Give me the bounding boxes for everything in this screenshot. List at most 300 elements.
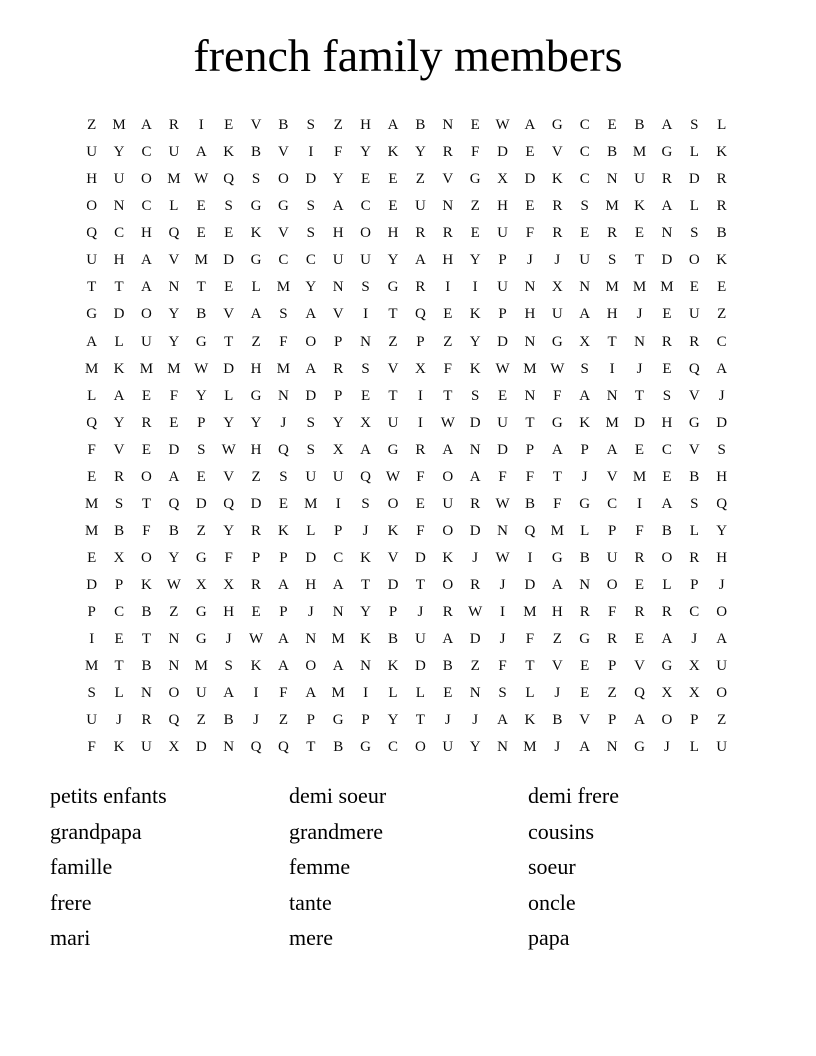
grid-letter: M [605,198,619,215]
grid-letter: U [414,198,426,215]
grid-letter: V [688,441,700,458]
grid-letter: W [550,360,565,377]
grid-letter: Z [333,117,343,134]
grid-letter: A [168,468,180,485]
grid-letter: Q [86,225,98,242]
grid-letter: V [223,306,235,323]
grid-letter: E [169,414,179,431]
grid-letter: F [498,658,507,675]
grid-letter: J [362,522,369,539]
grid-letter: E [251,604,261,621]
grid-letter: A [332,658,344,675]
grid-letter: L [388,685,398,702]
grid-letter: A [579,739,591,756]
grid-letter: U [332,468,344,485]
grid-letter: M [85,360,99,377]
puzzle-title: french family members [193,30,623,81]
grid-letter: X [661,685,673,702]
grid-letter: E [278,495,289,512]
grid-letter: X [688,658,700,675]
grid-letter: O [141,171,152,188]
grid-letter: T [607,333,617,350]
grid-letter: I [417,414,423,431]
word-list-item: petits enfants [50,783,167,808]
grid-letter: L [114,685,124,702]
grid-letter: Q [414,306,426,323]
grid-letter: Y [223,414,235,431]
grid-letter: V [168,252,180,269]
grid-letter: E [525,144,535,161]
grid-letter: D [387,577,399,594]
grid-letter: E [662,360,672,377]
grid-letter: F [87,739,96,756]
grid-letter: Z [443,333,453,350]
grid-letter: M [85,522,99,539]
grid-letter: D [497,144,508,161]
grid-letter: L [224,387,234,404]
grid-letter: B [141,658,152,675]
grid-letter: C [387,739,398,756]
grid-letter: U [86,712,98,729]
grid-letter: V [551,658,563,675]
grid-letter: D [469,414,481,431]
grid-letter: N [634,333,645,350]
grid-letter: K [387,144,399,161]
grid-letter: T [306,739,316,756]
grid-letter: T [525,414,535,431]
grid-letter: M [167,171,181,188]
grid-letter: J [499,631,506,648]
grid-letter: H [305,577,317,594]
grid-letter: E [580,685,590,702]
grid-letter: Z [388,333,398,350]
grid-letter: M [276,360,291,377]
grid-letter: A [305,306,317,323]
grid-letter: H [716,468,728,485]
grid-letter: N [360,333,372,350]
grid-letter: K [469,360,481,377]
grid-letter: K [113,360,125,377]
grid-letter: C [661,441,672,458]
grid-letter: C [114,604,125,621]
grid-letter: F [87,441,96,458]
grid-letter: A [579,387,591,404]
grid-letter: A [524,117,536,134]
grid-letter: K [524,712,536,729]
word-list-item: soeur [528,854,576,880]
grid-letter: C [278,252,289,269]
grid-letter: X [414,360,426,377]
grid-letter: I [335,495,341,512]
grid-letter: Q [688,360,700,377]
grid-letter: F [416,468,425,485]
grid-letter: E [689,279,699,296]
grid-letter: J [472,712,479,729]
grid-letter: G [195,604,207,621]
grid-letter: U [141,739,152,756]
grid-letter: Y [305,279,317,296]
grid-letter: R [442,604,453,621]
grid-letter: U [195,685,207,702]
grid-letter: Z [87,117,97,134]
grid-letter: S [607,252,617,269]
grid-letter: Z [717,306,727,323]
grid-letter: E [662,306,672,323]
grid-letter: I [500,604,506,621]
grid-letter: A [141,279,152,296]
grid-letter: F [279,333,288,350]
grid-letter: K [141,577,152,594]
grid-letter: Y [469,333,481,350]
grid-letter: V [606,468,618,485]
grid-letter: N [606,387,618,404]
grid-letter: F [169,387,179,404]
grid-letter: T [388,387,398,404]
grid-letter: H [661,414,673,431]
grid-letter: S [306,198,315,215]
grid-letter: B [114,522,125,539]
grid-letter: S [470,387,480,404]
grid-letter: U [414,631,426,648]
grid-letter: S [306,441,315,458]
grid-letter: W [495,495,510,512]
grid-letter: N [360,658,372,675]
grid-letter: N [442,198,454,215]
grid-letter: E [443,306,453,323]
grid-letter: K [250,225,262,242]
grid-letter: Q [168,225,180,242]
grid-letter: H [141,225,152,242]
grid-letter: P [114,577,124,594]
grid-letter: H [524,306,536,323]
grid-letter: A [250,306,262,323]
grid-letter: K [278,522,289,539]
grid-letter: T [415,712,425,729]
grid-letter: M [331,685,345,702]
grid-letter: Y [387,252,399,269]
grid-letter: A [551,577,563,594]
grid-letter: A [360,441,372,458]
grid-letter: O [387,495,399,512]
grid-letter: E [470,117,480,134]
grid-letter: S [580,198,589,215]
grid-letter: A [387,117,399,134]
grid-letter: P [416,333,425,350]
grid-letter: R [634,550,645,567]
grid-letter: G [387,279,399,296]
grid-letter: X [195,577,207,594]
grid-letter: Z [470,658,480,675]
grid-letter: L [689,144,699,161]
grid-letter: Y [332,171,344,188]
grid-letter: B [387,631,398,648]
grid-letter: Q [223,495,235,512]
grid-letter: M [523,604,537,621]
grid-letter: Q [634,685,645,702]
grid-letter: O [141,306,152,323]
grid-letter: G [360,739,372,756]
grid-letter: A [332,577,344,594]
grid-letter: R [716,171,727,188]
grid-letter: A [661,198,673,215]
grid-letter: K [634,198,645,215]
grid-letter: J [225,631,232,648]
grid-letter: X [497,171,508,188]
grid-letter: E [662,468,672,485]
grid-letter: X [551,279,563,296]
grid-letter: T [141,495,152,512]
grid-letter: D [634,414,645,431]
grid-letter: C [141,198,152,215]
grid-letter: R [552,198,563,215]
grid-letter: V [278,225,289,242]
grid-letter: Z [607,685,617,702]
grid-letter: Y [716,522,728,539]
grid-letter: P [279,604,288,621]
grid-letter: R [470,577,481,594]
grid-letter: A [305,685,317,702]
grid-letter: K [469,306,481,323]
grid-letter: N [579,279,591,296]
grid-letter: R [634,604,645,621]
grid-letter: R [470,495,481,512]
grid-letter: I [308,144,314,161]
grid-letter: P [607,712,617,729]
grid-letter: R [689,550,700,567]
grid-letter: S [224,658,233,675]
grid-letter: A [661,495,673,512]
grid-letter: I [89,631,95,648]
grid-letter: O [716,604,728,621]
grid-letter: A [442,631,454,648]
grid-letter: E [224,117,234,134]
grid-letter: P [498,306,507,323]
word-list-item: grandmere [289,818,384,844]
grid-letter: G [579,495,591,512]
grid-letter: J [499,577,506,594]
grid-letter: O [661,550,673,567]
grid-letter: S [306,117,315,134]
grid-letter: Y [469,739,481,756]
grid-letter: A [497,712,508,729]
grid-letter: N [524,387,536,404]
grid-letter: E [388,198,398,215]
word-list-column [50,778,289,956]
grid-letter: Q [360,468,372,485]
grid-letter: C [716,333,727,350]
grid-letter: P [607,522,617,539]
grid-letter: J [280,414,287,431]
grid-letter: P [306,712,315,729]
grid-letter: M [112,117,126,134]
grid-letter: A [141,117,152,134]
grid-letter: D [113,306,125,323]
grid-letter: U [86,252,98,269]
grid-letter: M [276,279,291,296]
grid-letter: B [579,550,590,567]
grid-letter: P [690,577,699,594]
grid-letter: D [469,631,481,648]
grid-letter: M [523,360,537,377]
grid-letter: A [469,468,481,485]
word-list-column [289,778,528,956]
grid-letter: B [661,522,672,539]
grid-letter: E [607,117,617,134]
grid-letter: A [442,441,454,458]
grid-letter: G [551,333,563,350]
grid-letter: W [166,577,181,594]
grid-letter: Z [470,198,480,215]
grid-letter: B [278,117,289,134]
grid-letter: I [363,685,369,702]
grid-letter: X [688,685,700,702]
grid-letter: S [361,279,370,296]
grid-letter: D [414,550,426,567]
grid-letter: U [86,144,98,161]
grid-letter: C [579,144,590,161]
grid-letter: T [525,658,535,675]
grid-letter: E [580,658,590,675]
word-list-item: frere [50,889,92,915]
grid-letter: Z [717,712,727,729]
grid-letter: D [497,441,508,458]
grid-letter: I [417,387,423,404]
grid-letter: J [444,712,451,729]
grid-letter: Q [168,712,180,729]
grid-letter: L [689,739,699,756]
grid-letter: A [305,360,317,377]
grid-letter: F [498,468,507,485]
grid-letter: B [168,522,179,539]
grid-letter: I [472,279,478,296]
grid-letter: C [141,144,152,161]
grid-letter: Z [196,522,206,539]
grid-letter: W [495,550,510,567]
grid-letter: W [440,414,455,431]
grid-letter: V [250,117,262,134]
grid-letter: J [636,306,643,323]
grid-letter: R [333,360,344,377]
grid-letter: F [334,144,343,161]
grid-letter: U [551,306,563,323]
grid-letter: Y [168,333,180,350]
grid-letter: O [278,171,289,188]
word-list-item: demi frere [528,783,619,808]
grid-letter: F [416,522,425,539]
grid-letter: E [114,631,124,648]
grid-letter: G [332,712,344,729]
grid-letter: X [332,441,344,458]
grid-letter: I [609,360,615,377]
grid-letter: N [168,279,180,296]
grid-letter: I [253,685,259,702]
grid-letter: T [443,387,453,404]
grid-letter: U [168,144,180,161]
grid-letter: P [279,550,288,567]
grid-letter: R [415,279,426,296]
grid-letter: S [279,468,288,485]
grid-letter: U [688,306,700,323]
grid-letter: S [690,495,699,512]
grid-letter: O [305,658,317,675]
grid-letter: Y [168,306,180,323]
grid-letter: S [717,441,726,458]
grid-letter: C [579,117,590,134]
grid-letter: V [688,387,700,404]
grid-letter: T [224,333,234,350]
grid-letter: J [718,577,725,594]
grid-letter: B [251,144,262,161]
grid-letter: A [86,333,98,350]
grid-letter: O [661,712,673,729]
grid-letter: K [360,631,372,648]
grid-letter: E [580,225,590,242]
grid-letter: A [716,631,728,648]
grid-letter: R [415,441,426,458]
grid-letter: K [250,658,262,675]
grid-letter: J [472,550,479,567]
grid-letter: D [661,252,673,269]
grid-letter: I [363,306,369,323]
grid-letter: D [305,387,317,404]
grid-letter: A [141,252,152,269]
grid-letter: W [495,360,510,377]
grid-letter: R [689,333,700,350]
grid-letter: H [551,604,563,621]
word-list-item: mari [50,925,91,951]
grid-letter: S [87,685,96,702]
grid-letter: N [606,739,618,756]
grid-letter: P [498,252,507,269]
grid-letter: Y [113,414,125,431]
grid-letter: J [307,604,314,621]
grid-letter: B [223,712,234,729]
grid-letter: P [388,604,398,621]
grid-letter: J [691,631,698,648]
grid-letter: P [361,712,370,729]
grid-letter: D [524,577,536,594]
grid-letter: D [716,414,728,431]
grid-letter: X [113,550,125,567]
grid-letter: S [306,414,315,431]
grid-letter: U [497,414,508,431]
grid-letter: V [223,468,235,485]
grid-letter: Y [360,604,372,621]
grid-letter: J [527,252,533,269]
grid-letter: U [579,252,591,269]
grid-letter: Y [223,522,235,539]
grid-letter: V [387,360,399,377]
grid-letter: D [524,171,536,188]
grid-letter: H [250,441,262,458]
grid-letter: S [580,360,589,377]
grid-letter: A [113,387,125,404]
grid-letter: U [634,171,645,188]
grid-letter: K [223,144,235,161]
grid-letter: C [579,171,590,188]
grid-letter: K [716,144,728,161]
grid-letter: B [607,144,618,161]
grid-letter: Z [251,333,261,350]
grid-letter: P [251,550,261,567]
grid-letter: W [385,468,401,485]
grid-letter: R [661,171,672,188]
grid-letter: Z [278,712,289,729]
grid-letter: O [688,252,700,269]
grid-letter: M [167,360,181,377]
word-list-column [528,778,767,956]
grid-letter: O [168,685,180,702]
